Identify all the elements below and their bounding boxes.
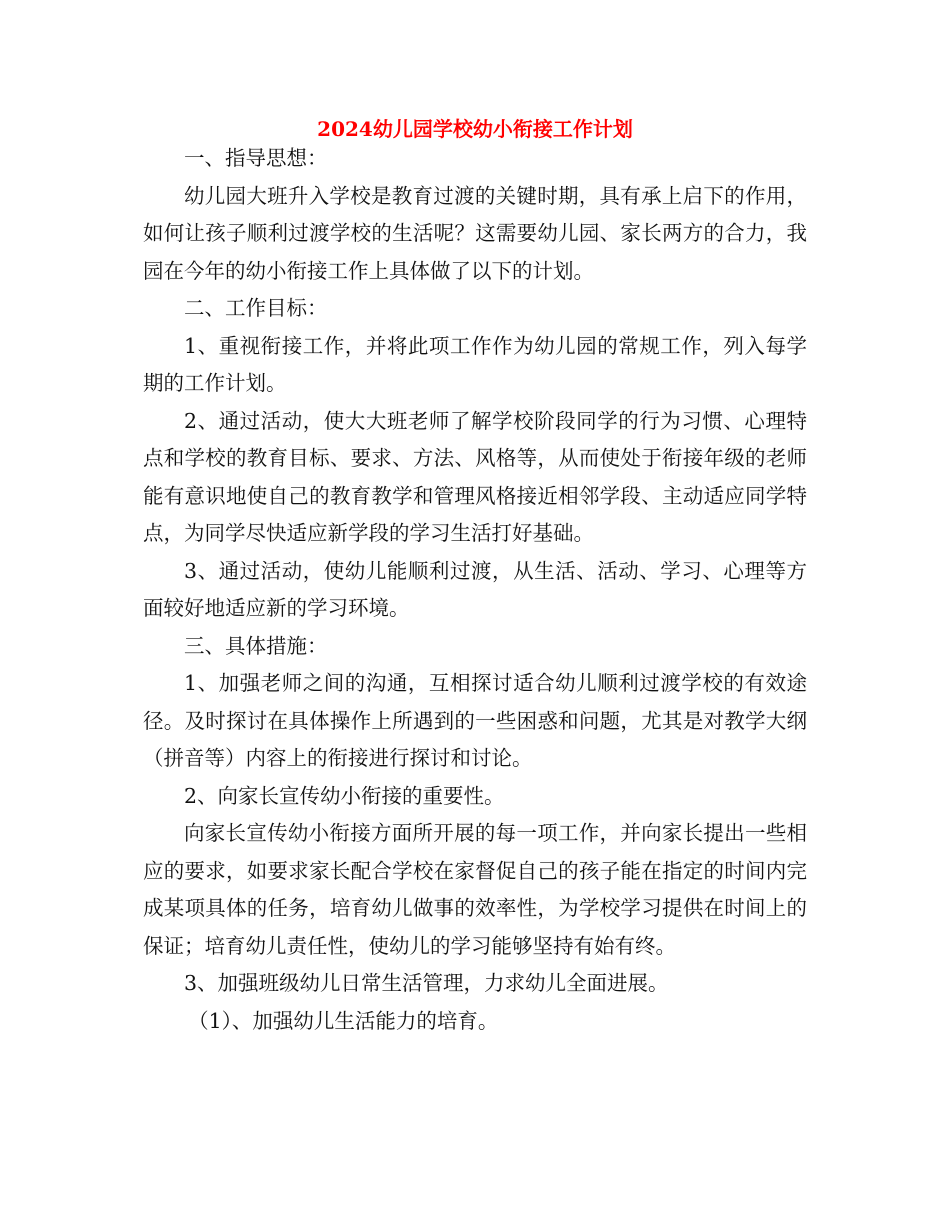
paragraph-measure-1: 1、加强老师之间的沟通，互相探讨适合幼儿顺利过渡学校的有效途径。及时探讨在具体操作上所遇到的一些困惑和问题，尤其是对教学大纲（拼音等）内容上的衔接进行探讨和讨论。 [143,671,807,770]
paragraph-measure-2-detail: 向家长宣传幼小衔接方面所开展的每一项工作，并向家长提出一些相应的要求，如要求家长配合学校在家督促自己的孩子能在指定的时间内完成某项具体的任务，培育幼儿做事的效率性，为学校学习提供在时间上的保证；培育幼儿责任性，使幼儿的学习能够坚持有始有终。 [143,821,807,958]
paragraph-goal-3: 3、通过活动，使幼儿能顺利过渡，从生活、活动、学习、心理等方面较好地适应新的学习环境。 [143,558,807,620]
section-heading-measures: 三、具体措施： [184,633,328,658]
section-heading-work-goals: 二、工作目标： [184,296,328,320]
document-title: 2024幼儿园学校幼小衔接工作计划 [317,117,633,141]
paragraph-guiding-thought: 幼儿园大班升入学校是教育过渡的关键时期，具有承上启下的作用，如何让孩子顺利过渡学校的生活呢？这需要幼儿园、家长两方的合力，我园在今年的幼小衔接工作上具体做了以下的计划。 [143,183,807,283]
section-heading-guiding-thought: 一、指导思想： [184,146,328,170]
paragraph-goal-1: 1、重视衔接工作，并将此项工作作为幼儿园的常规工作，列入每学期的工作计划。 [143,333,807,395]
document-body [143,140,807,1040]
paragraph-measure-3-sub-1: （1）、加强幼儿生活能力的培育。 [188,1008,499,1033]
paragraph-goal-2: 2、通过活动，使大大班老师了解学校阶段同学的行为习惯、心理特点和学校的教育目标、要求、方法、风格等，从而使处于衔接年级的老师能有意识地使自己的教育教学和管理风格接近相邻学段、主动适应同学特点，为同学尽快适应新学段的学习生活打好基础。 [143,408,807,545]
paragraph-measure-3: 3、加强班级幼儿日常生活管理，力求幼儿全面进展。 [184,971,669,995]
paragraph-measure-2: 2、向家长宣传幼小衔接的重要性。 [184,783,505,808]
